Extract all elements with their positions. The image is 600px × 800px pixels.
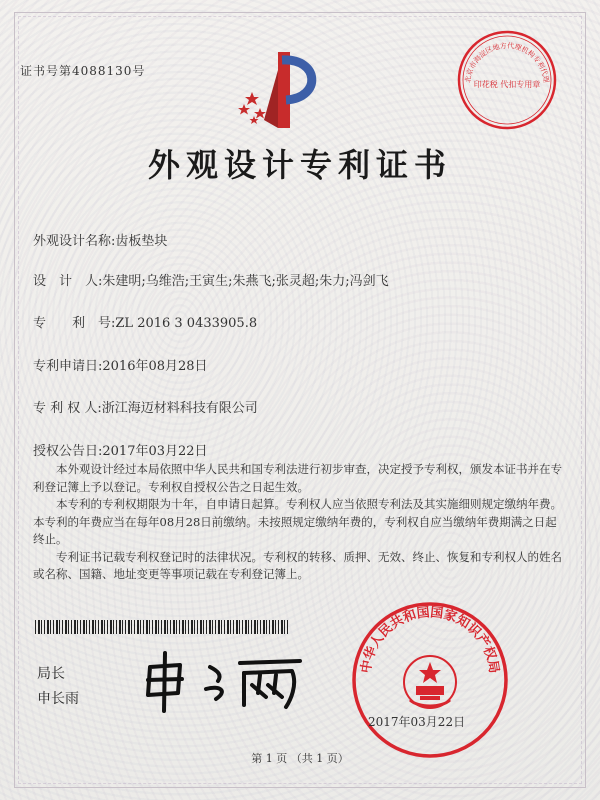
svg-text:北京市海淀区地方代理机构专利代理 [463, 41, 550, 83]
field-label: 授权公告日: [33, 444, 103, 459]
field-application-date [33, 355, 208, 374]
official-seal-text: 中华人民共和国国家知识产权局 [358, 605, 502, 675]
director-title: 局长 [37, 666, 65, 682]
barcode [35, 620, 290, 634]
certificate-number: 证书号第4088130号 [20, 64, 146, 78]
page-footer: 第 1 页 （共 1 页） [251, 752, 349, 765]
agency-seal-inner: 印花税 代扣专用章 [473, 80, 541, 89]
field-designers [33, 270, 389, 289]
agency-seal [452, 25, 562, 135]
page-title: 外观设计专利证书 [147, 146, 452, 184]
field-label: 专利申请日: [33, 359, 103, 374]
body-paragraph: 专利证书记载专利权登记时的法律状况。专利权的转移、质押、无效、终止、恢复和专利权人的姓名或名称、国籍、地址变更等事项记载在专利登记簿上。 [33, 549, 562, 581]
field-design-name [33, 230, 167, 249]
field-value: 浙江海迈材料科技有限公司 [101, 401, 258, 416]
national-emblem-icon [404, 656, 456, 708]
field-grant-date [33, 440, 208, 459]
field-patentee [33, 397, 258, 416]
field-label: 外观设计名称: [33, 234, 116, 249]
body-paragraph: 本专利的专利权期限为十年，自申请日起算。专利权人应当依照专利法及其实施细则规定缴纳年费。本专利的年费应当在每年08月28日前缴纳。未按照规定缴纳年费的，专利权自应当缴纳年费期满之日起终止。 [33, 497, 562, 546]
field-label: 专 利 号: [33, 316, 116, 331]
field-value: ZL 2016 3 0433905.8 [115, 316, 258, 331]
field-patent-number [33, 312, 257, 331]
official-seal [350, 600, 510, 760]
field-value: 朱建明;乌维浩;王寅生;朱燕飞;张灵超;朱力;冯剑飞 [102, 274, 389, 289]
certificate-body [33, 461, 565, 584]
director-signature [140, 645, 310, 715]
field-label: 设 计 人: [33, 274, 103, 289]
patent-office-logo-icon [230, 40, 330, 140]
seal-date: 2017年03月22日 [368, 715, 466, 729]
field-label: 专 利 权 人: [33, 401, 102, 416]
field-value: 2017年03月22日 [102, 444, 208, 459]
body-paragraph: 本外观设计经过本局依照中华人民共和国专利法进行初步审查，决定授予专利权，颁发本证书并在专利登记簿上予以登记。专利权自授权公告之日起生效。 [33, 462, 562, 494]
director-name: 申长雨 [37, 691, 79, 707]
field-value: 齿板垫块 [115, 234, 168, 249]
agency-seal-text: 北京市海淀区地方代理机构专利代理 [463, 41, 551, 84]
field-value: 2016年08月28日 [102, 359, 208, 374]
